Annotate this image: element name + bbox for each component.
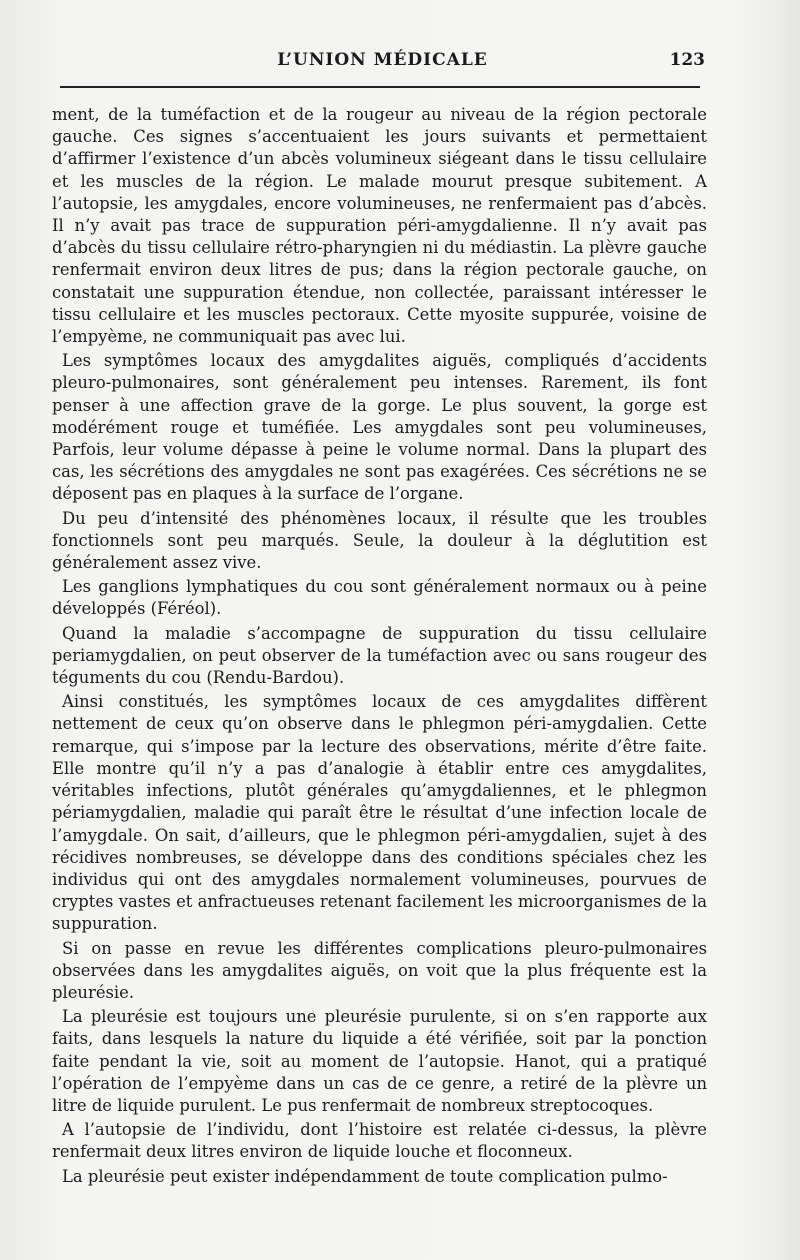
body-text: [52, 104, 707, 1188]
paragraph: La pleurésie est toujours une pleurésie purulente, si on s’en rapporte aux faits, dans lesquels la nature du liquide a été vérifiée, soit par la ponction faite pendant la vie, soit au moment de l’autopsie. Hanot, qui a pratiqué l’opération de l’empyème dans un cas de ce genre, a retiré de la plèvre un litre de liquide purulent. Le pus renfermait de nombreux streptocoques.: [52, 1007, 707, 1115]
paragraph: Les symptômes locaux des amygdalites aiguës, compliqués d’accidents pleuro-pulmonaires, sont généralement peu intenses. Rarement, ils font penser à une affection grave de la gorge. Le plus souvent, la gorge est modérément rouge et tuméfiée. Les amygdales sont peu volumineuses, Parfois, leur volume dépasse à peine le volume normal. Dans la plupart des cas, les sécrétions des amygdales ne sont pas exagérées. Ces sécrétions ne se déposent pas en plaques à la surface de l’organe.: [52, 351, 707, 504]
paragraph: Ainsi constitués, les symptômes locaux de ces amygdalites diffèrent nettement de ceux qu’on observe dans le phlegmon péri-amygdalien. Cette remarque, qui s’impose par la lecture des observations, mérite d’être faite. Elle montre qu’il n’y a pas d’analogie à établir entre ces amygdalites, véritables infections, plutôt générales qu’amygdaliennes, et le phlegmon périamygdalien, maladie qui paraît être le résultat d’une infection locale de l’amygdale. On sait, d’ailleurs, que le phlegmon péri-amygdalien, sujet à des récidives nombreuses, se développe dans des conditions spéciales chez les individus qui ont des amygdales normalement volumineuses, pourvues de cryptes vastes et anfractueuses retenant facilement les microorganismes de la suppuration.: [52, 692, 707, 934]
paragraph: Les ganglions lymphatiques du cou sont généralement normaux ou à peine développés (Féréol).: [52, 577, 707, 619]
paragraph: Quand la maladie s’accompagne de suppuration du tissu cellulaire periamygdalien, on peut observer de la tuméfaction avec ou sans rougeur des téguments du cou (Rendu-Bardou).: [52, 623, 707, 688]
paragraph: ment, de la tuméfaction et de la rougeur au niveau de la région pectorale gauche. Ces signes s’accentuaient les jours suivants et permettaient d’affirmer l’existence d’un abcès volumineux siégeant dans le tissu cellulaire et les muscles de la région. Le malade mourut presque subitement. A l’autopsie, les amygdales, encore volumineuses, ne renfermaient pas d’abcès. Il n’y avait pas trace de suppuration péri-amygdalienne. Il n’y avait pas d’abcès du tissu cellulaire rétro-pharyngien ni du médiastin. La plèvre gauche renfermait environ deux litres de pus; dans la région pectorale gauche, on constatait une suppuration étendue, non collectée, paraissant intéresser le tissu cellulaire et les muscles pectoraux. Cette myosite suppurée, voisine de l’empyème, ne communiquait pas avec lui.: [52, 105, 707, 347]
running-head: [60, 50, 705, 74]
page-number: 123: [669, 50, 705, 70]
paragraph: A l’autopsie de l’individu, dont l’histoire est relatée ci-dessus, la plèvre renfermait deux litres environ de liquide louche et floconneux.: [52, 1120, 707, 1162]
paragraph: La pleurésie peut exister indépendamment de toute complication pulmo-: [62, 1166, 668, 1186]
running-title: L’UNION MÉDICALE: [277, 50, 488, 70]
header-rule: [60, 86, 700, 88]
paragraph: Du peu d’intensité des phénomènes locaux, il résulte que les troubles fonctionnels sont peu marqués. Seule, la douleur à la déglutition est généralement assez vive.: [52, 508, 707, 573]
paragraph: Si on passe en revue les différentes complications pleuro-pulmonaires observées dans les amygdalites aiguës, on voit que la plus fréquente est la pleurésie.: [52, 938, 707, 1002]
